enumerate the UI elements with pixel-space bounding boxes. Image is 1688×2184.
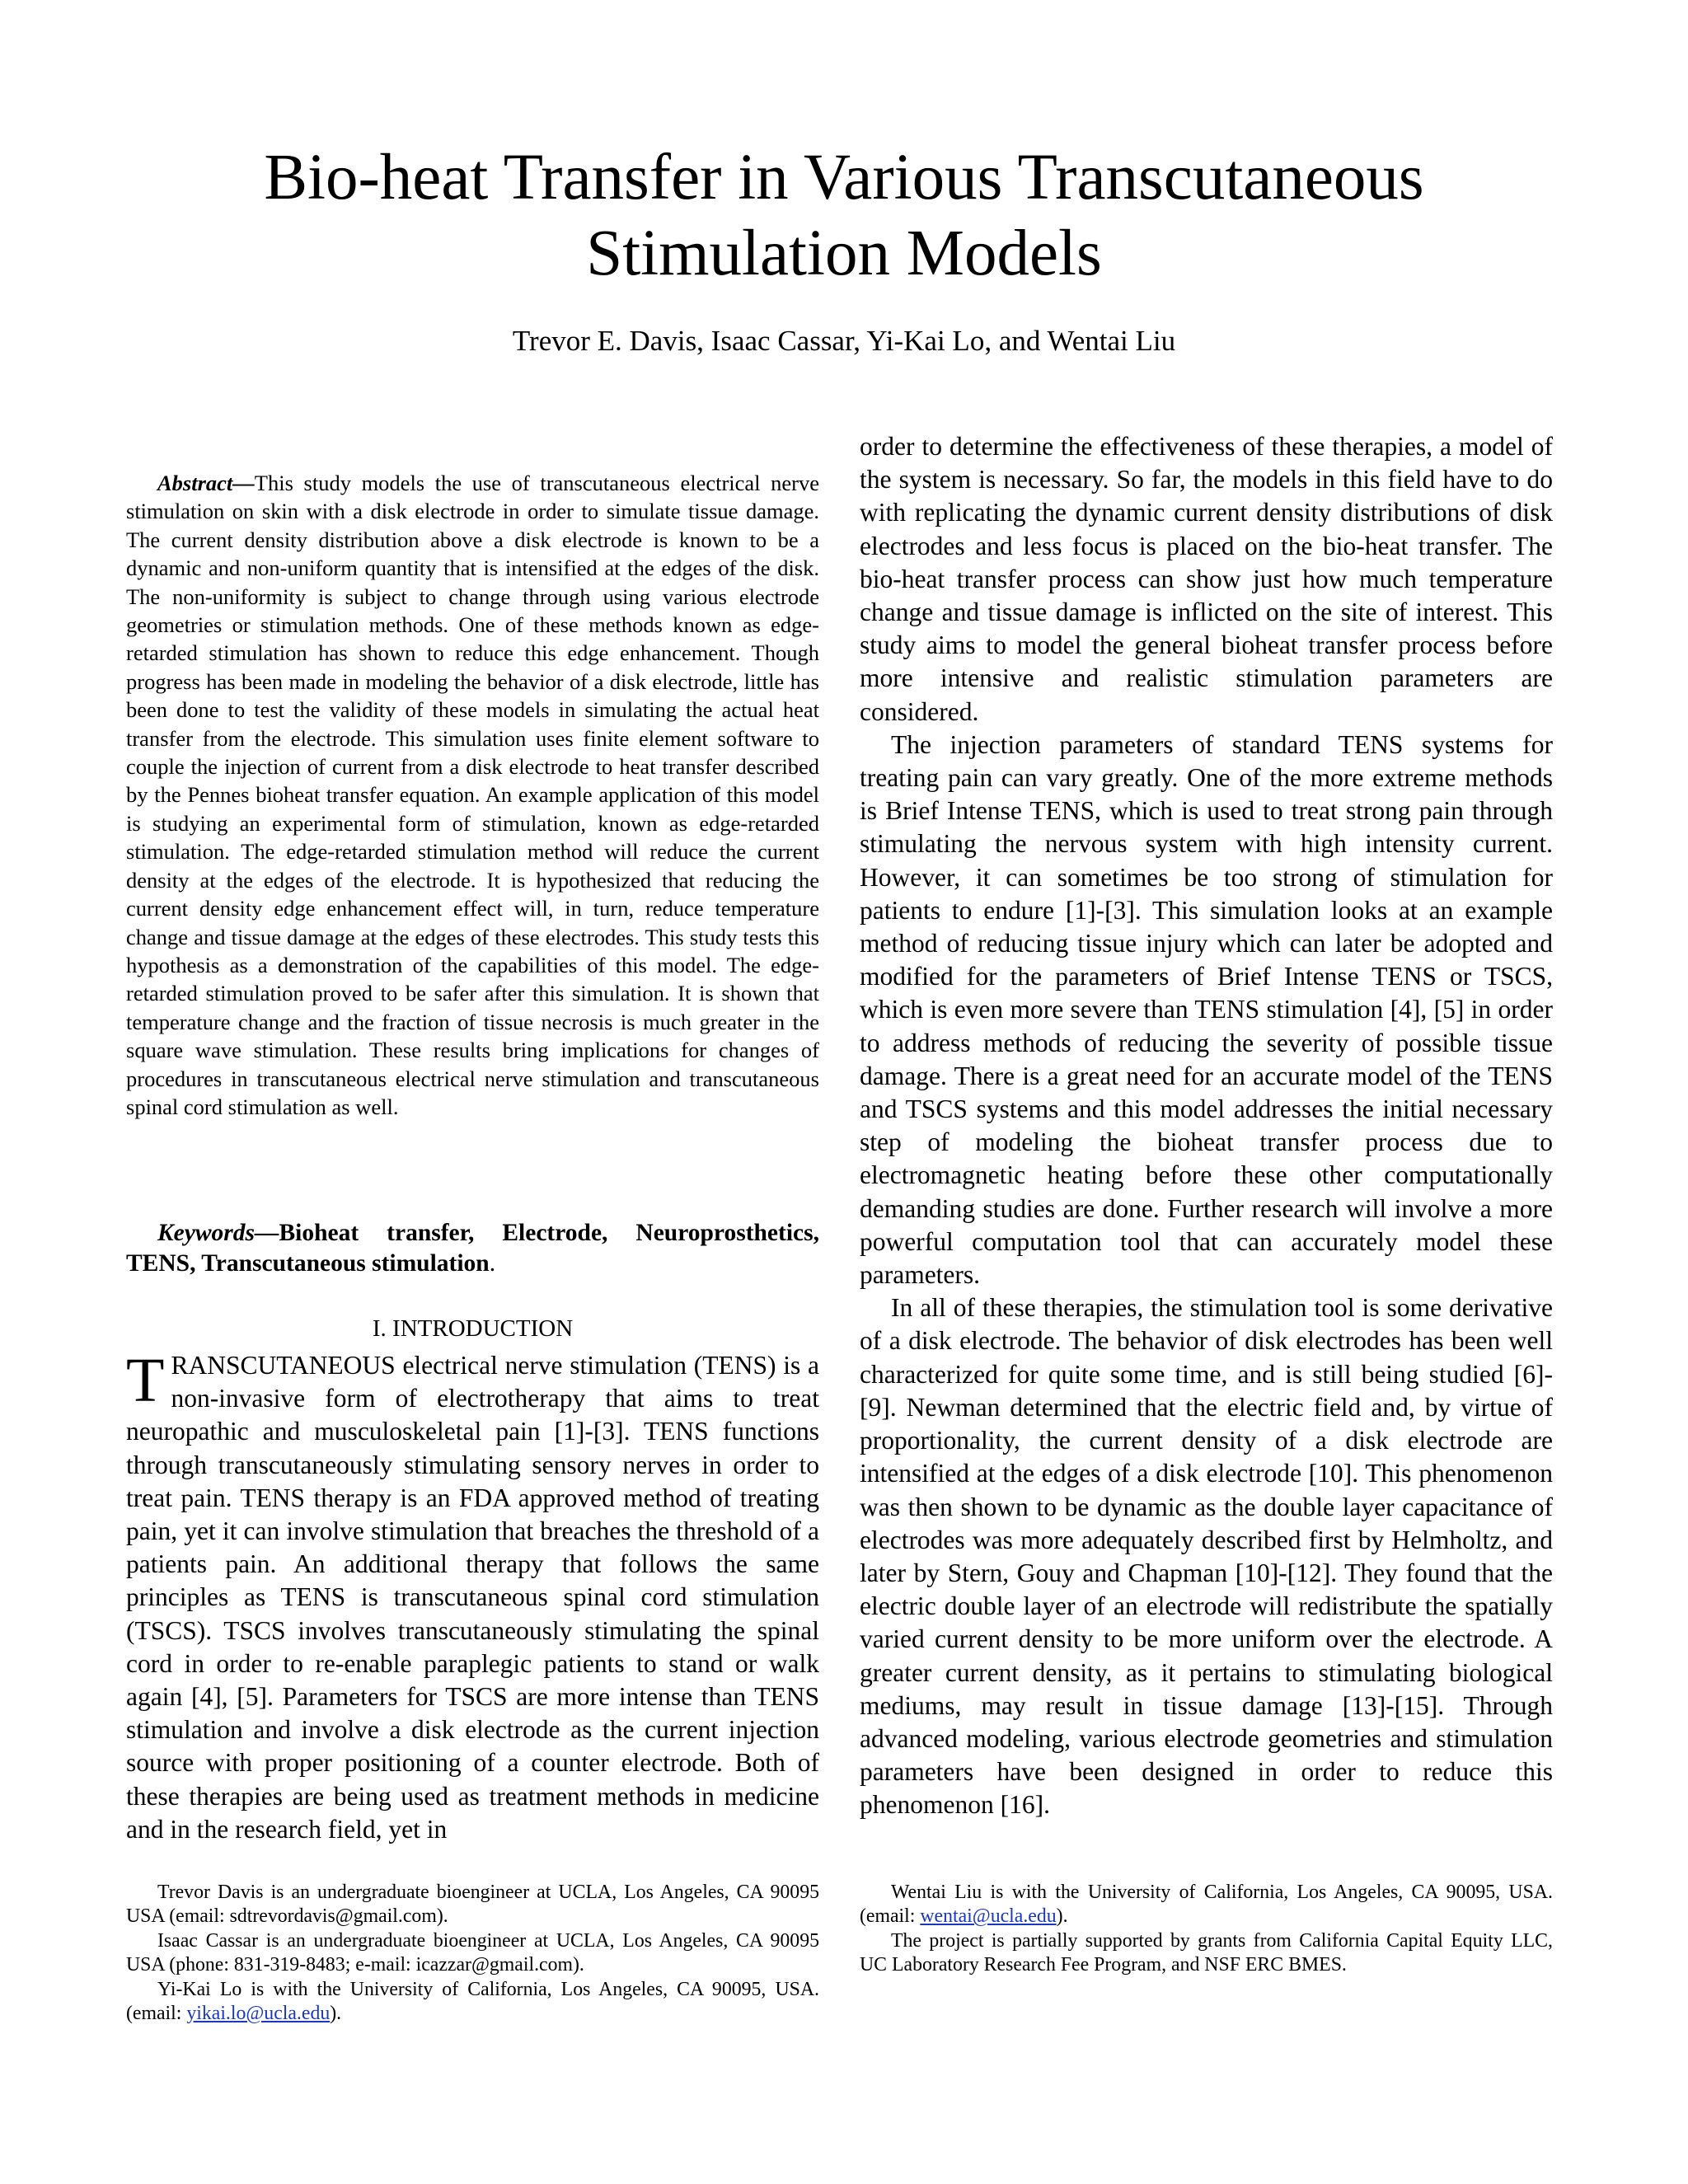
- abstract: [126, 469, 819, 1121]
- footnote-lo-end: ).: [330, 2003, 342, 2025]
- footnote-liu: [860, 1881, 1553, 1929]
- footnote-davis: Trevor Davis is an undergraduate bioengineer at UCLA, Los Angeles, CA 90095 USA (email: sdtrevordavis@gmail.com).: [126, 1882, 819, 1928]
- intro-paragraph-1-continued: order to determine the effectiveness of these therapies, a model of the system is necessary. So far, the models in this field have to do with replicating the dynamic current density distributions of disk electrodes and less focus is placed on the bio-heat transfer. The bio-heat transfer process can show just how much temperature change and tissue damage is inflicted on the site of interest. This study aims to model the general bioheat transfer process before more intensive and realistic stimulation parameters are considered.: [860, 432, 1553, 726]
- email-link-lo[interactable]: yikai.lo@ucla.edu: [186, 2003, 331, 2025]
- keywords-text: Bioheat transfer, Electrode, Neuroprosthetics, TENS, Transcutaneous stimulation: [126, 1220, 819, 1277]
- title-line-2: Stimulation Models: [586, 218, 1102, 289]
- email-link-liu[interactable]: wentai@ucla.edu: [920, 1905, 1057, 1928]
- section-number: I.: [372, 1315, 387, 1342]
- footnote-lo-text: Yi-Kai Lo is with the University of California, Los Angeles, CA 90095, USA. (email:: [126, 1978, 819, 2025]
- footnote-grant: The project is partially supported by grants from California Capital Equity LLC, UC Laboratory Research Fee Program, and NSF ERC BMES.: [860, 1929, 1553, 1976]
- keywords-label: Keywords—: [157, 1220, 279, 1246]
- keywords-end: .: [489, 1250, 496, 1277]
- footnote-liu-text: Wentai Liu is with the University of California, Los Angeles, CA 90095, USA. (email:: [860, 1882, 1553, 1928]
- footnotes-right: [860, 1881, 1553, 1978]
- intro-paragraph-2: The injection parameters of standard TENS systems for treating pain can vary greatly. One of the more extreme methods is Brief Intense TENS, which is used to treat strong pain through stimulating the nervous system with high intensity current. However, it can sometimes be too strong of stimulation for patients to endure [1]-[3]. This simulation looks at an example method of reducing tissue injury which can later be adopted and modified for the parameters of Brief Intense TENS or TSCS, which is even more severe than TENS stimulation [4], [5] in order to address methods of reducing the severity of possible tissue damage. There is a great need for an accurate model of the TENS and TSCS systems and this model addresses the initial necessary step of modeling the bioheat transfer process due to electromagnetic heating before these other computationally demanding studies are done. Further research will involve a more powerful computation tool that can accurately model these parameters.: [860, 729, 1553, 1290]
- footnotes-left: [126, 1881, 819, 2026]
- title-line-1: Bio-heat Transfer in Various Transcutaneous: [264, 142, 1424, 213]
- drop-cap: T: [126, 1346, 165, 1415]
- keywords: [126, 1218, 819, 1279]
- section-title-rest: NTRODUCTION: [400, 1315, 574, 1342]
- footnote-lo: [126, 1978, 819, 2027]
- footnote-liu-end: ).: [1056, 1905, 1068, 1928]
- paper-title: [165, 140, 1523, 292]
- right-column-text: [860, 430, 1553, 1822]
- section-heading-introduction: [126, 1314, 819, 1343]
- footnote-cassar: Isaac Cassar is an undergraduate bioengineer at UCLA, Los Angeles, CA 90095 USA (phone: 831-319-8483; e-mail: icazzar@gmail.com).: [126, 1929, 819, 1976]
- author-list: Trevor E. Davis, Isaac Cassar, Yi-Kai Lo, and Wentai Liu: [512, 325, 1176, 357]
- abstract-text: This study models the use of transcutaneous electrical nerve stimulation on skin with a disk electrode in order to simulate tissue damage. The current density distribution above a disk electrode is known to be a dynamic and non-uniform quantity that is intensified at the edges of the disk. The non-uniformity is subject to change through using various electrode geometries or stimulation methods. One of these methods known as edge-retarded stimulation has shown to reduce this edge enhancement. Though progress has been made in modeling the behavior of a disk electrode, little has been done to test the validity of these models in simulating the actual heat transfer from the electrode. This simulation uses finite element software to couple the injection of current from a disk electrode to heat transfer described by the Pennes bioheat transfer equation. An example application of this model is studying an experimental form of stimulation, known as edge-retarded stimulation. The edge-retarded stimulation method will reduce the current density at the edges of the electrode. It is hypothesized that reducing the current density edge enhancement effect will, in turn, reduce temperature change and tissue damage at the edges of these electrodes. This study tests this hypothesis as a demonstration of the capabilities of this model. The edge-retarded stimulation proved to be safer after this simulation. It is shown that temperature change and the fraction of tissue necrosis is much greater in the square wave stimulation. These results bring implications for changes of procedures in transcutaneous electrical nerve stimulation and transcutaneous spinal cord stimulation as well.: [126, 471, 819, 1119]
- section-title-first-letter: I: [392, 1315, 401, 1342]
- intro-paragraph-3: In all of these therapies, the stimulation tool is some derivative of a disk electrode. The behavior of disk electrodes has been well characterized for quite some time, and is still being studied [6]-[9]. Newman determined that the electric field and, by virtue of proportionality, the current density of a disk electrode are intensified at the edges of a disk electrode [10]. This phenomenon was then shown to be dynamic as the double layer capacitance of electrodes was more adequately described first by Helmholtz, and later by Stern, Gouy and Chapman [10]-[12]. They found that the electric double layer of an electrode will redistribute the spatially varied current density to be more uniform over the electrode. A greater current density, as it pertains to stimulating biological mediums, may result in tissue damage [13]-[15]. Through advanced modeling, various electrode geometries and stimulation parameters have been designed in order to reduce this phenomenon [16].: [860, 1293, 1553, 1820]
- introduction-paragraph-1: [126, 1346, 819, 1846]
- abstract-label: Abstract—: [157, 471, 255, 495]
- intro-paragraph-1-text: RANSCUTANEOUS electrical nerve stimulation (TENS) is a non-invasive form of electrotherapy that aims to treat neuropathic and musculoskeletal pain [1]-[3]. TENS functions through transcutaneously stimulating sensory nerves in order to treat pain. TENS therapy is an FDA approved method of treating pain, yet it can involve stimulation that breaches the threshold of a patients pain. An additional therapy that follows the same principles as TENS is transcutaneous spinal cord stimulation (TSCS). TSCS involves transcutaneously stimulating the spinal cord in order to re-enable paraplegic patients to stand or walk again [4], [5]. Parameters for TSCS are more intense than TENS stimulation and involve a disk electrode as the current injection source with proper positioning of a counter electrode. Both of these therapies are being used as treatment methods in medicine and in the research field, yet in: [126, 1351, 819, 1844]
